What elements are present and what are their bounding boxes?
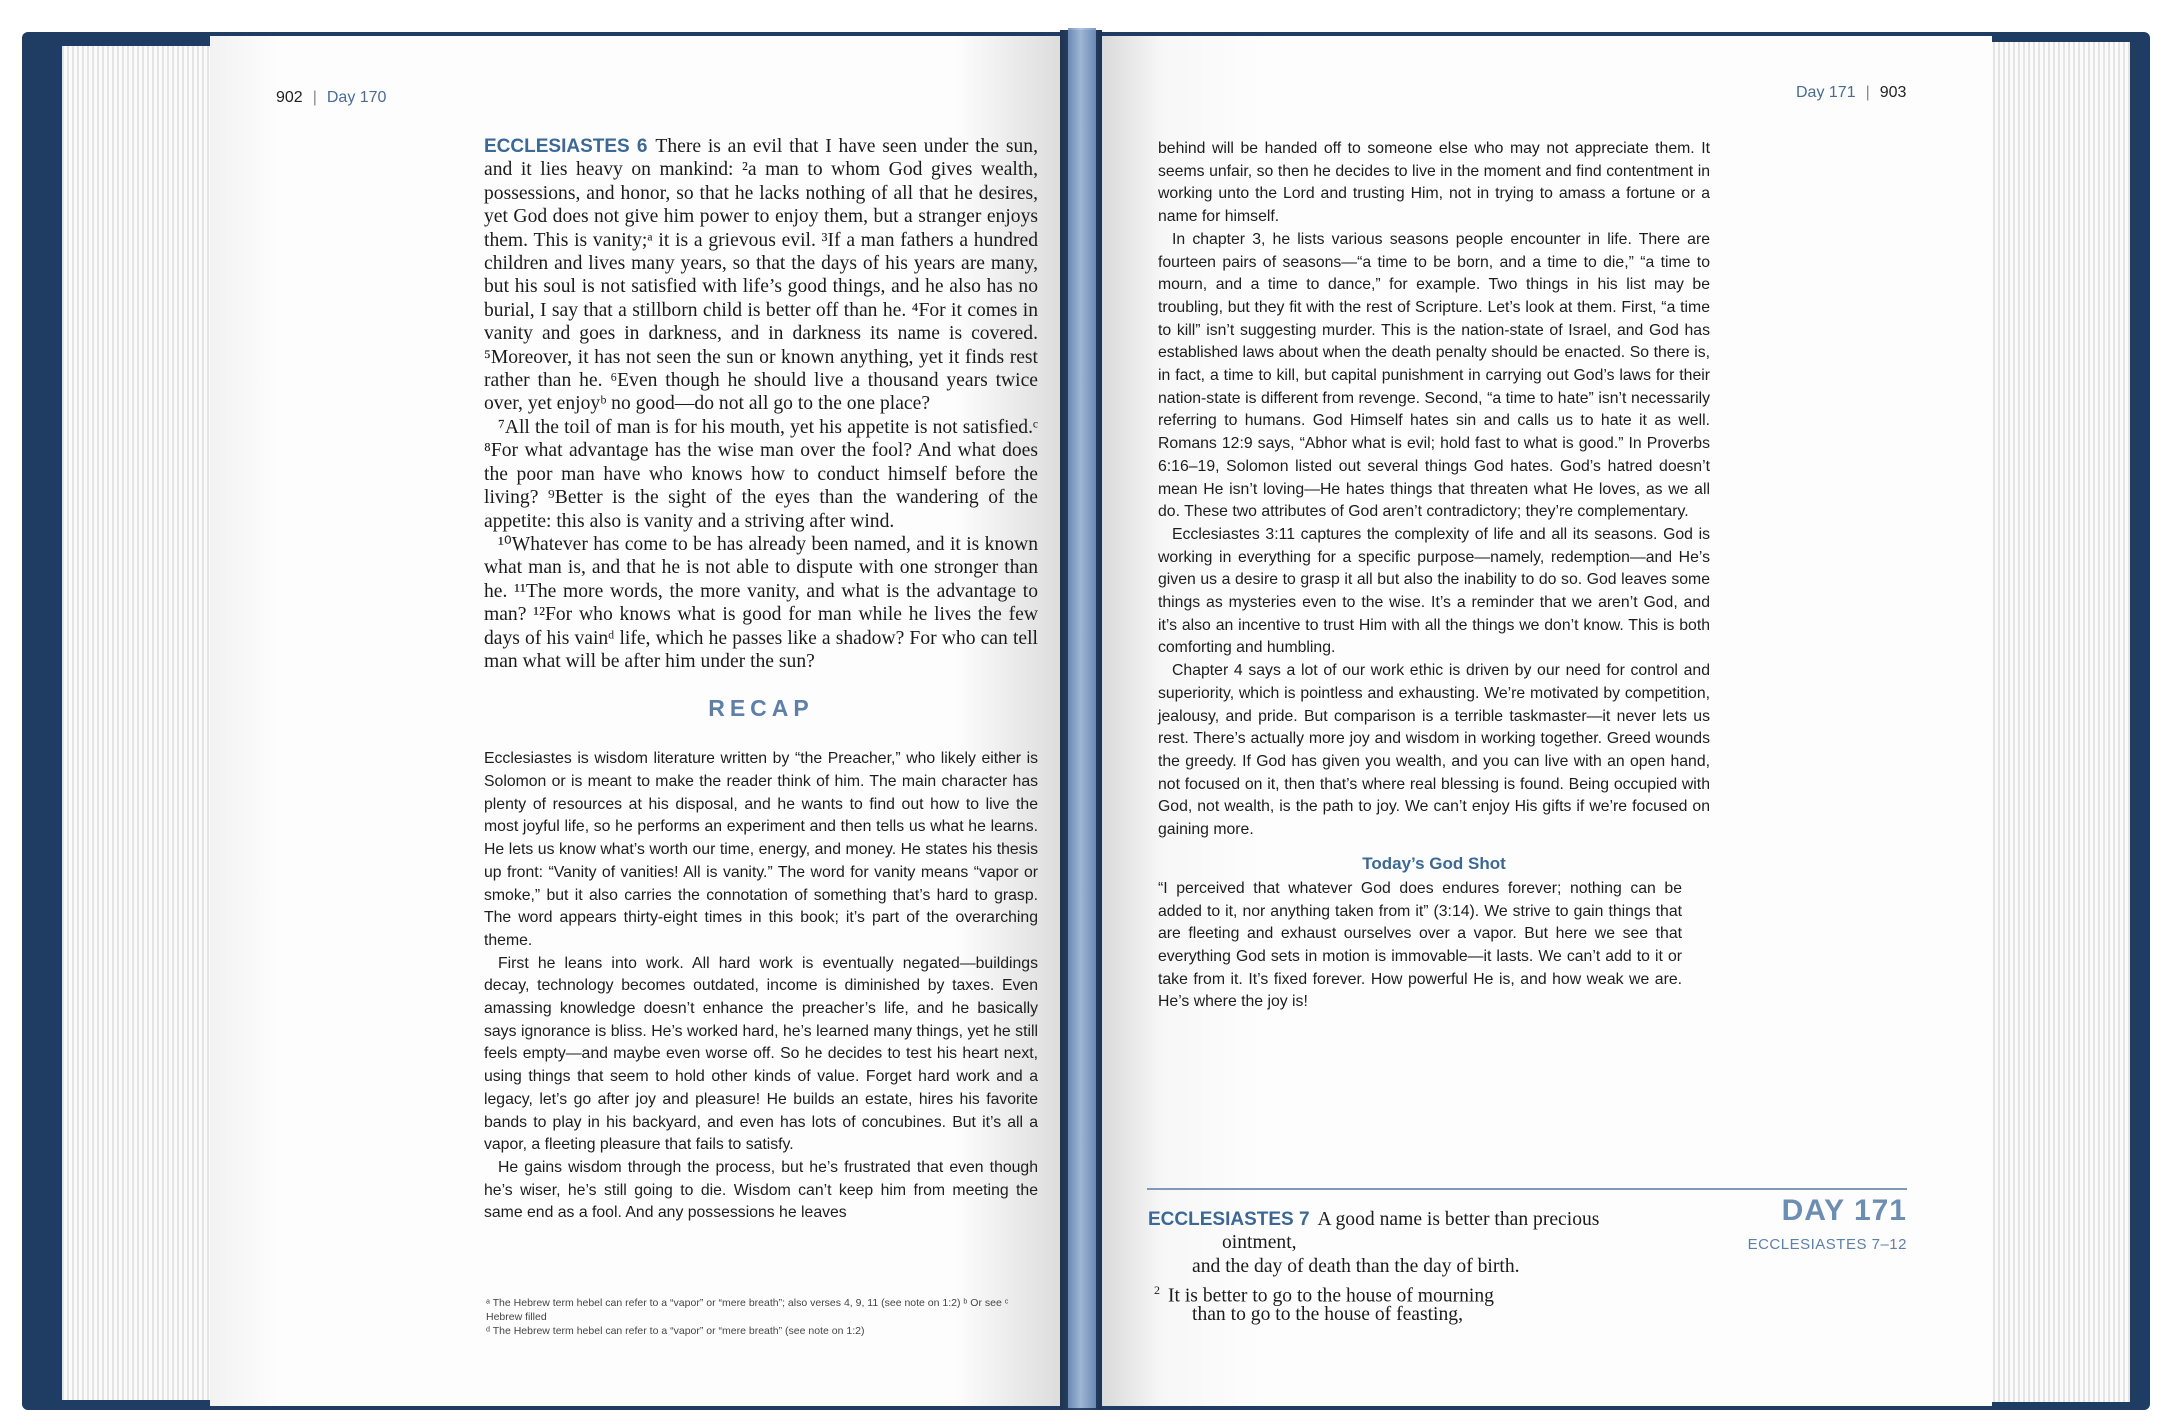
poetry-line: A good name is better than precious: [1317, 1209, 1600, 1230]
footnote: ᵈ The Hebrew term hebel can refer to a “vapor” or “mere breath” (see note on 1:2): [486, 1325, 865, 1337]
scripture-paragraph: There is an evil that I have seen under the sun, and it lies heavy on mankind: ²a man to whom God gives wealth, possessions, and honor, so that he lacks nothing of all that he desires, yet God does not give him power to enjoy them, but a stranger enjoys them. This is vanity;ᵃ it is a grievous evil. ³If a man fathers a hundred children and lives many years, so that the days of his years are many, but his soul is not satisfied with life’s good things, and he also has no burial, I say that a stillborn child is better off than he. ⁴For it comes in vanity and goes in darkness, and in darkness its name is covered. ⁵Moreover, it has not seen the sun or known anything, yet it finds rest rather than he. ⁶Even though he should live a thousand years twice over, yet enjoyᵇ no good—do not all go to the one place?: [484, 136, 1038, 415]
recap-paragraph: First he leans into work. All hard work is eventually negated—buildings decay, technology becomes outdated, income is diminished by taxes. Even amassing knowledge doesn’t enhance the preacher’s life, and he basically says ignorance is bliss. He’s worked hard, he’s learned many things, yet he still feels empty—and maybe even worse off. So he decides to test his heart next, using things that seem to hold other kinds of value. Forget hard work and a legacy, let’s go after joy and pleasure! He builds an estate, hires his favorite bands to play in his backyard, and even has lots of concubines. But it’s all a vapor, a fleeting pleasure that fails to satisfy.: [484, 954, 1038, 1154]
left-folio: [276, 89, 386, 107]
scripture-paragraph: ⁷All the toil of man is for his mouth, yet his appetite is not satisfied.ᶜ ⁸For what advantage has the wise man over the fool? And what does the poor man have who knows how to conduct himself before the living? ⁹Better is the sight of the eyes than the wandering of the appetite: this also is vanity and a striving after wind.: [484, 416, 1038, 532]
poetry-line: ointment,: [1222, 1232, 1297, 1253]
footnotes: [486, 1296, 1046, 1338]
god-shot-text: “I perceived that whatever God does endures forever; nothing can be added to it, nor anything taken from it” (3:14). We strive to gain things that are fleeting and exhaust ourselves over a vapor. But here we see that everything God sets in motion is immovable—it lasts. We can’t add to it or take from it. It’s fixed forever. How powerful He is, and how weak we are. He’s where the joy is!: [1158, 879, 1682, 1011]
recap-paragraph: Ecclesiastes is wisdom literature written by “the Preacher,” who likely either is Solomon or is meant to make the reader think of him. The main character has plenty of resources at his disposal, and he wants to find out how to live the most joyful life, so he performs an experiment and then tells us what he learns. He lets us know what’s worth our time, energy, and money. He states his thesis up front: “Vanity of vanities! All is vanity.” The word for vanity means “vapor or smoke,” but it also carries the connotation of something that’s hard to grasp. The word appears thirty-eight times in this book; it’s part of the overarching theme.: [484, 750, 1038, 949]
left-day-label: Day 170: [326, 89, 387, 106]
right-folio: [1796, 84, 1906, 102]
recap-heading: RECAP: [708, 695, 814, 722]
left-page-number: 902: [276, 89, 303, 106]
commentary-text: [1158, 138, 1710, 842]
right-column: [1158, 138, 1710, 1014]
scripture-passage: [484, 135, 1038, 673]
next-day-title: DAY 171: [1781, 1194, 1907, 1227]
commentary-paragraph: Chapter 4 says a lot of our work ethic is driven by our need for control and superiority, which is pointless and exhausting. We’re motivated by competition, jealousy, and pride. But comparison is a terrible taskmaster—it never lets us rest. There’s actually more joy and wisdom in working together. Greed wounds the greedy. If God has given you wealth, and you can live with an open hand, not focused on it, then that’s where real blessing is found. Being occupied with God, not wealth, is the path to joy. We can’t enjoy His gifts if we’re focused on gaining more.: [1158, 662, 1710, 839]
left-column: [484, 135, 1038, 1225]
next-scripture-heading: ECCLESIASTES 7: [1148, 1209, 1310, 1230]
left-folio-separator: |: [312, 89, 317, 106]
right-page-edges: [1980, 42, 2130, 1402]
left-page-edges: [62, 46, 222, 1400]
verse-number: 2: [1154, 1283, 1160, 1297]
poetry-line: than to go to the house of feasting,: [1192, 1304, 1463, 1325]
footnote: ᵃ The Hebrew term hebel can refer to a “vapor” or “mere breath”; also verses 4, 9, 11 (see note on 1:2) ᵇ Or see ᶜ Hebrew filled: [486, 1297, 1009, 1323]
recap-text: [484, 748, 1038, 1225]
next-day-reference: ECCLESIASTES 7–12: [1747, 1236, 1907, 1253]
right-page-number: 903: [1879, 84, 1907, 101]
commentary-paragraph: behind will be handed off to someone else who may not appreciate them. It seems unfair, so then he decides to live in the moment and find contentment in working unto the Lord and trusting Him, not in trying to amass a fortune or a name for himself.: [1158, 140, 1710, 226]
commentary-paragraph: Ecclesiastes 3:11 captures the complexity of life and all its seasons. God is working in everything for a specific purpose—namely, redemption—and He’s given us a desire to grasp it all but also the inability to do so. God leaves some things as mysteries even to the wise. It’s a reminder that we aren’t God, and it’s also an incentive to trust Him with all the things we don’t know. This is both comforting and humbling.: [1158, 525, 1710, 657]
right-folio-separator: |: [1865, 84, 1870, 101]
poetry-line: It is better to go to the house of mourning: [1168, 1285, 1494, 1307]
poetry-line: and the day of death than the day of birth.: [1192, 1256, 1520, 1277]
scripture-paragraph: ¹⁰Whatever has come to be has already been named, and it is known what man is, and that he is not able to dispute with one stronger than he. ¹¹The more words, the more vanity, and what is the advantage to man? ¹²For who knows what is good for man while he lives the few days of his vainᵈ life, which he passes like a shadow? For who can tell man what will be after him under the sun?: [484, 533, 1038, 672]
recap-paragraph: He gains wisdom through the process, but he’s frustrated that even though he’s wiser, he’s still going to die. Wisdom can’t keep him from meeting the same end as a fool. And any possessions he leaves: [484, 1159, 1038, 1222]
god-shot-heading: Today’s God Shot: [1362, 853, 1506, 873]
right-day-label: Day 171: [1796, 84, 1856, 101]
day-divider-rule: [1147, 1188, 1907, 1190]
scripture-heading: ECCLESIASTES 6: [484, 136, 648, 157]
next-scripture-line: [1148, 1208, 1599, 1232]
ribbon-bookmark[interactable]: [1068, 28, 1096, 1408]
commentary-paragraph: In chapter 3, he lists various seasons people encounter in life. There are fourteen pairs of seasons—“a time to be born, and a time to die,” “a time to mourn, and a time to dance,” for example. Two things in his list may be troubling, but they fit with the rest of Scripture. Let’s look at them. First, “a time to kill” isn’t suggesting murder. This is the nation-state of Israel, and God has established laws about when the death penalty should be enacted. So there is, in fact, a time to kill, but capital punishment in carrying out God’s laws for their nation-state is different from revenge. Second, “a time to hate” isn’t necessarily referring to humans. God Himself hates sin and calls us to hate it as well. Romans 12:9 says, “Abhor what is evil; hold fast to what is good.” In Proverbs 6:16–19, Solomon listed out several things God hates. God’s hatred doesn’t mean He isn’t loving—He hates things that threaten what He loves, as we all do. These two attributes of God aren’t contradictory; they’re complementary.: [1158, 230, 1710, 521]
